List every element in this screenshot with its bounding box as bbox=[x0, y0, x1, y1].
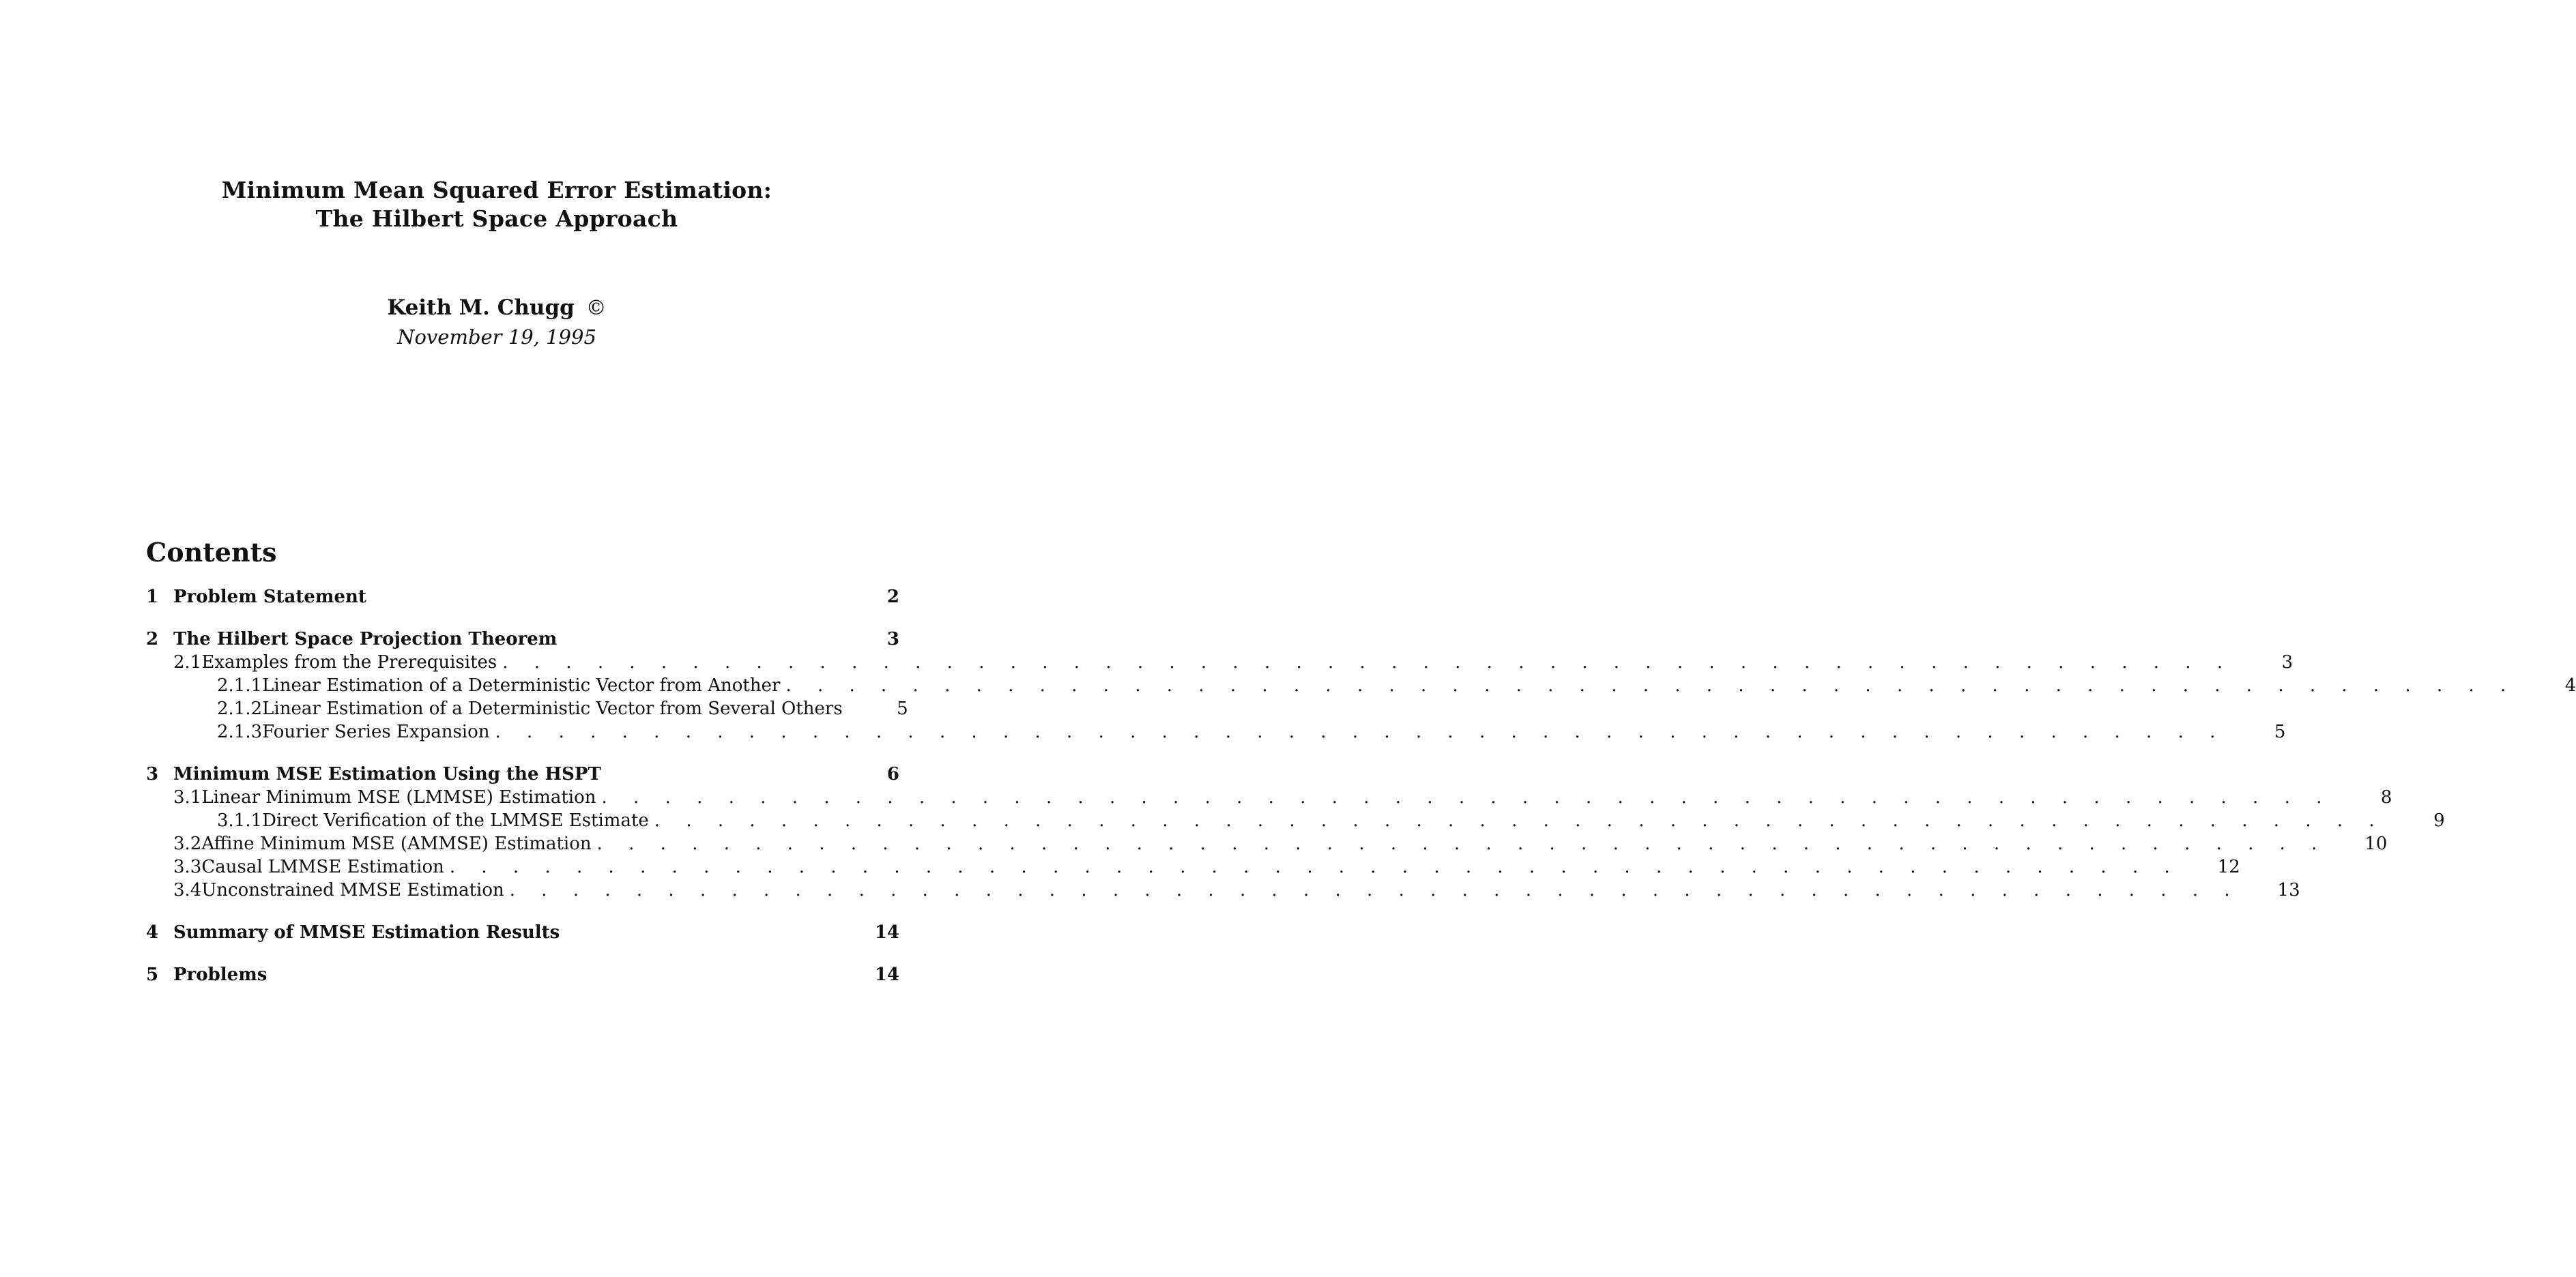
toc-entry-number: 5 bbox=[146, 965, 159, 985]
contents-heading: Contents bbox=[146, 537, 277, 568]
toc-entry-title: Linear Estimation of a Deterministic Vector from Another bbox=[262, 675, 781, 696]
toc-entry-title: Minimum MSE Estimation Using the HSPT bbox=[173, 764, 601, 784]
toc-entry-page: 4 bbox=[2564, 675, 2576, 696]
toc-entry-number: 3 bbox=[146, 764, 159, 784]
toc-entry-2-1-1[interactable] bbox=[146, 674, 2576, 697]
toc-leader-dots: . . . . . . . . . . . . . . . . . . . . . . . . . . . . . . . . . . . . . . . . . . . . . . . . . . . . . . . bbox=[449, 857, 2180, 877]
toc-entry-title: Unconstrained MMSE Estimation bbox=[201, 880, 504, 900]
toc-entry-title: Affine Minimum MSE (AMMSE) Estimation bbox=[201, 834, 592, 854]
toc-entry-title: Linear Estimation of a Deterministic Vector from Several Others bbox=[262, 699, 843, 719]
toc-entry-1[interactable] bbox=[146, 585, 899, 608]
toc-entry-2-1[interactable] bbox=[146, 651, 2293, 674]
document-title bbox=[0, 176, 994, 233]
toc-entry-title: Problems bbox=[173, 965, 267, 985]
copyright-symbol: © bbox=[585, 296, 607, 320]
toc-entry-page: 13 bbox=[2277, 880, 2300, 900]
toc-entry-page: 5 bbox=[897, 699, 908, 719]
toc-entry-number: 3.2 bbox=[173, 834, 202, 854]
toc-entry-3-1[interactable] bbox=[146, 786, 2392, 809]
toc-entry-2[interactable] bbox=[146, 628, 899, 651]
toc-entry-5[interactable] bbox=[146, 963, 899, 986]
toc-entry-title: Summary of MMSE Estimation Results bbox=[173, 922, 560, 943]
toc-entry-3-4[interactable] bbox=[146, 879, 2300, 902]
toc-entry-page: 5 bbox=[2274, 722, 2286, 742]
author-line bbox=[0, 293, 994, 323]
toc-leader-dots: . . . . . . . . . . . . . . . . . . . . . . . . . . . . . . . . . . . . . . . . . . . . . . . . . . . . . . . bbox=[654, 810, 2385, 831]
toc-entry-page: 2 bbox=[886, 587, 899, 607]
toc-entry-number: 2.1.3 bbox=[217, 722, 263, 742]
toc-entry-page: 10 bbox=[2364, 834, 2388, 854]
toc-entry-page: 3 bbox=[886, 629, 899, 649]
toc-entry-3-2[interactable] bbox=[146, 832, 2388, 855]
toc-entry-title: Linear Minimum MSE (LMMSE) Estimation bbox=[201, 787, 596, 808]
toc-entry-number: 1 bbox=[146, 587, 159, 607]
toc-entry-number: 3.1.1 bbox=[217, 810, 263, 831]
toc-entry-2-1-3[interactable] bbox=[146, 720, 2286, 744]
toc-entry-title: Causal LMMSE Estimation bbox=[201, 857, 444, 877]
toc-entry-3-1-1[interactable] bbox=[146, 809, 2445, 832]
toc-entry-3-3[interactable] bbox=[146, 855, 2240, 879]
toc-entry-number: 2 bbox=[146, 629, 159, 649]
toc-entry-page: 9 bbox=[2433, 810, 2445, 831]
toc-leader-dots: . . . . . . . . . . . . . . . . . . . . . . . . . . . . . . . . . . . . . . . . . . . . . . . . . . . . . . . bbox=[596, 834, 2328, 854]
toc-entry-page: 12 bbox=[2217, 857, 2240, 877]
toc-leader-dots: . . . . . . . . . . . . . . . . . . . . . . . . . . . . . . . . . . . . . . . . . . . . . . . . . . . . . . . bbox=[509, 880, 2240, 900]
author-block bbox=[0, 293, 994, 351]
toc-entry-page: 14 bbox=[874, 922, 899, 943]
toc-entry-title: Direct Verification of the LMMSE Estimate bbox=[262, 810, 649, 831]
toc-entry-number: 2.1 bbox=[173, 652, 202, 673]
toc-entry-title: Problem Statement bbox=[173, 587, 366, 607]
toc-entry-number: 2.1.1 bbox=[217, 675, 263, 696]
toc-leader-dots: . . . . . . . . . . . . . . . . . . . . . . . . . . . . . . . . . . . . . . . . . . . . . . . . . . . . . . . bbox=[495, 722, 2226, 742]
toc-leader-dots: . . . . . . . . . . . . . . . . . . . . . . . . . . . . . . . . . . . . . . . . . . . . . . . . . . . . . . . bbox=[785, 675, 2517, 696]
toc-leader-dots: . . . . . . . . . . . . . . . . . . . . . . . . . . . . . . . . . . . . . . . . . . . . . . . . . . . . . . . bbox=[601, 787, 2332, 808]
toc-entry-number: 3.3 bbox=[173, 857, 202, 877]
toc-entry-page: 8 bbox=[2380, 787, 2392, 808]
toc-entry-title: Fourier Series Expansion bbox=[262, 722, 490, 742]
toc-entry-page: 3 bbox=[2281, 652, 2293, 673]
toc-entry-number: 3.1 bbox=[173, 787, 202, 808]
toc-entry-number: 2.1.2 bbox=[217, 699, 263, 719]
toc-entry-3[interactable] bbox=[146, 763, 899, 786]
toc-entry-title: The Hilbert Space Projection Theorem bbox=[173, 629, 558, 649]
table-of-contents bbox=[146, 585, 2576, 986]
toc-entry-4[interactable] bbox=[146, 921, 899, 944]
toc-entry-title: Examples from the Prerequisites bbox=[201, 652, 497, 673]
toc-entry-page: 14 bbox=[874, 965, 899, 985]
author-name: Keith M. Chugg bbox=[387, 295, 575, 320]
toc-entry-number: 3.4 bbox=[173, 880, 202, 900]
toc-leader-dots: . . . . . . . . . . . . . . . . . . . . . . . . . . . . . . . . . . . . . . . . . . . . . . . . . . . . . . . bbox=[502, 652, 2233, 673]
toc-entry-number: 4 bbox=[146, 922, 159, 943]
title-line-1: Minimum Mean Squared Error Estimation: bbox=[221, 177, 772, 203]
toc-entry-page: 6 bbox=[886, 764, 899, 784]
document-date: November 19, 1995 bbox=[397, 325, 596, 349]
title-line-2: The Hilbert Space Approach bbox=[315, 205, 678, 232]
toc-entry-2-1-2[interactable] bbox=[146, 697, 908, 720]
